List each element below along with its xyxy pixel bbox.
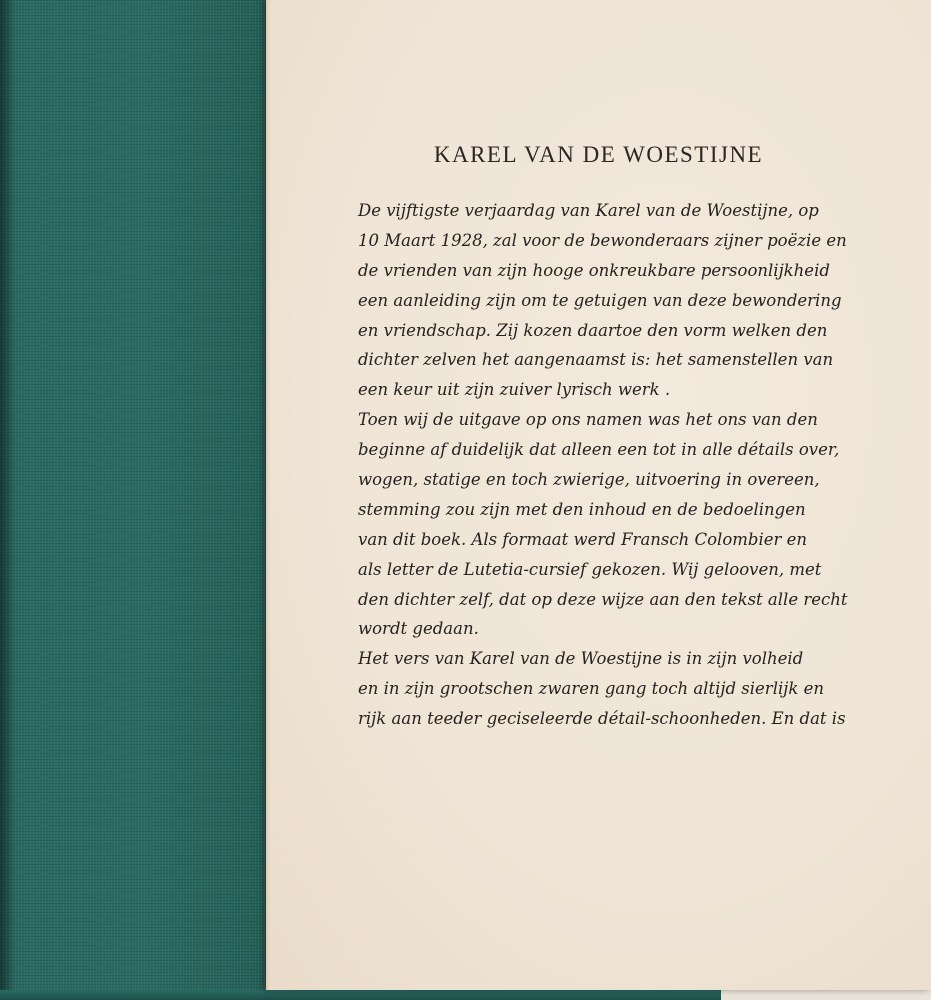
text-line: Toen wij de uitgave op ons namen was het ons van den (358, 410, 818, 430)
text-line: en vriendschap. Zij kozen daartoe den vorm welken den (358, 320, 828, 340)
text-line: den dichter zelf, dat op deze wijze aan den tekst alle recht (358, 589, 848, 609)
text-line: en in zijn grootschen zwaren gang toch altijd sierlijk en (358, 679, 824, 699)
text-line: Het vers van Karel van de Woestijne is in zijn volheid (358, 649, 804, 669)
text-line: als letter de Lutetia-cursief gekozen. Wij gelooven, met (358, 559, 822, 579)
body-text (358, 196, 906, 734)
cover-spine-shadow (0, 0, 14, 1000)
text-line: dichter zelven het aangenaamst is: het samenstellen van (358, 350, 834, 370)
text-line: wordt gedaan. (358, 619, 479, 639)
text-line: van dit boek. Als formaat werd Fransch Colombier en (358, 529, 808, 549)
page-title: KAREL VAN DE WOESTIJNE (433, 142, 764, 167)
text-line: wogen, statige en toch zwierige, uitvoering in overeen, (358, 470, 820, 490)
text-line: De vijftigste verjaardag van Karel van de Woestijne, op (358, 201, 819, 220)
text-line: de vrienden van zijn hooge onkreukbare persoonlijkheid (358, 260, 830, 280)
text-line: een aanleiding zijn om te getuigen van deze bewondering (358, 290, 842, 310)
text-line: 10 Maart 1928, zal voor de bewonderaars zijner poëzie en (358, 230, 847, 250)
paper-bottom-edge (721, 990, 931, 1000)
paper-page (266, 0, 931, 990)
text-line: rijk aan teeder geciseleerde détail-schoonheden. En dat is (358, 709, 846, 729)
text-line: stemming zou zijn met den inhoud en de bedoelingen (358, 499, 806, 519)
text-line: een keur uit zijn zuiver lyrisch werk . (358, 380, 671, 400)
book-cover (0, 0, 290, 1000)
text-line: beginne af duidelijk dat alleen een tot in alle détails over, (358, 440, 840, 460)
